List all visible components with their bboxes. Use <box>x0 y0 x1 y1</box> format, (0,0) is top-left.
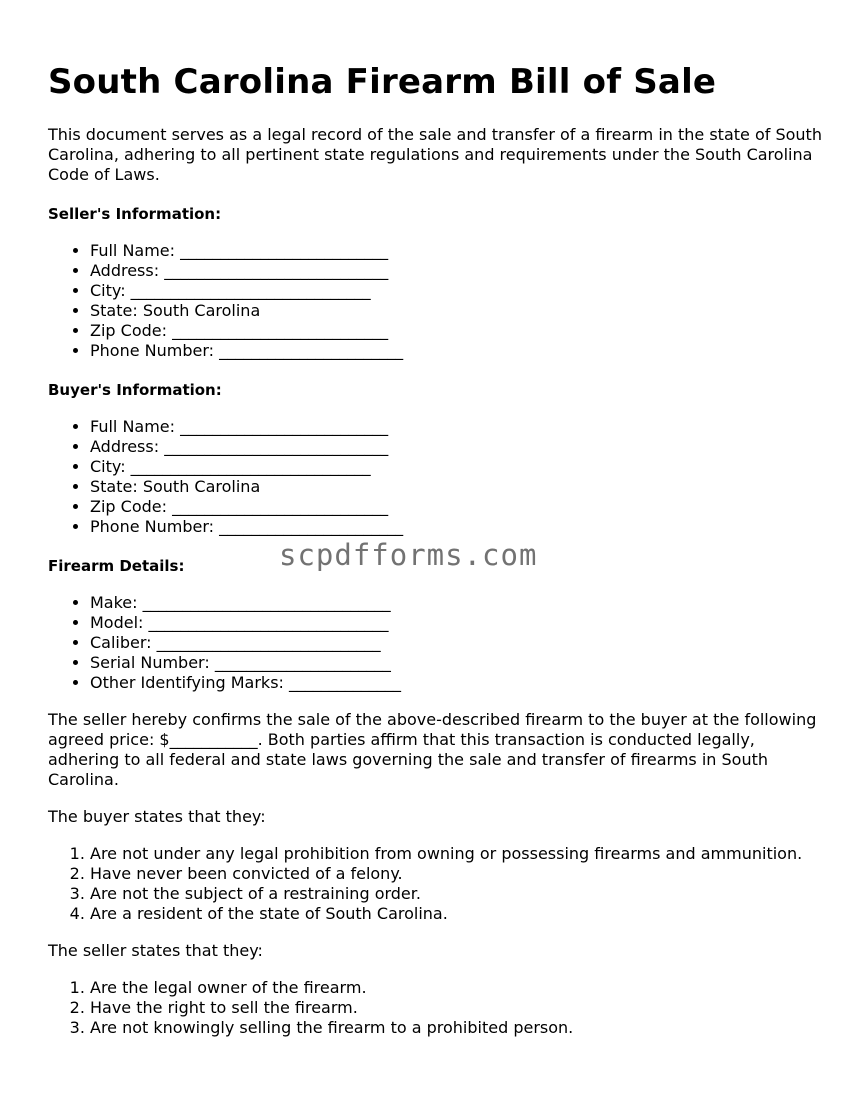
document-page <box>48 0 828 1038</box>
buyer-info-list <box>48 417 828 537</box>
seller-statements-list <box>48 978 828 1038</box>
buyer-statements-lead: The buyer states that they: <box>48 807 266 826</box>
buyer-statement-item: 1. Are not under any legal prohibition from owning or possessing firearms and ammunition. <box>90 844 828 864</box>
firearm-serial-field: • Serial Number: ______________________ <box>90 653 828 673</box>
seller-city-field: • City: ______________________________ <box>90 281 828 301</box>
buyer-statement-item: 4. Are a resident of the state of South Carolina. <box>90 904 828 924</box>
buyer-city-field: • City: ______________________________ <box>90 457 828 477</box>
buyer-state-field: • State: South Carolina <box>90 477 828 497</box>
buyer-full-name-field: • Full Name: __________________________ <box>90 417 828 437</box>
buyer-address-field: • Address: ____________________________ <box>90 437 828 457</box>
buyer-zip-field: • Zip Code: ___________________________ <box>90 497 828 517</box>
firearm-marks-field: • Other Identifying Marks: ______________ <box>90 673 828 693</box>
firearm-caliber-field: • Caliber: ____________________________ <box>90 633 828 653</box>
seller-statements-lead: The seller states that they: <box>48 941 263 960</box>
seller-address-field: • Address: ____________________________ <box>90 261 828 281</box>
firearm-details-heading: Firearm Details: <box>48 557 185 575</box>
document-title: South Carolina Firearm Bill of Sale <box>48 62 717 102</box>
buyer-statement-item: 2. Have never been convicted of a felony. <box>90 864 828 884</box>
seller-info-heading: Seller's Information: <box>48 205 222 223</box>
site-watermark: scpdfforms.com <box>279 538 538 572</box>
firearm-model-field: • Model: ______________________________ <box>90 613 828 633</box>
seller-zip-field: • Zip Code: ___________________________ <box>90 321 828 341</box>
buyer-statement-item: 3. Are not the subject of a restraining order. <box>90 884 828 904</box>
buyer-info-heading: Buyer's Information: <box>48 381 222 399</box>
seller-full-name-field: • Full Name: __________________________ <box>90 241 828 261</box>
intro-paragraph: This document serves as a legal record of the sale and transfer of a firearm in the state of South Carolina, adhering to all pertinent state regulations and requirements under the South Carolina Code of Laws. <box>48 125 822 184</box>
seller-statement-item: 1. Are the legal owner of the firearm. <box>90 978 828 998</box>
buyer-phone-field: • Phone Number: _______________________ <box>90 517 828 537</box>
sale-paragraph: The seller hereby confirms the sale of the above-described firearm to the buyer at the following agreed price: $___________. Both parties affirm that this transaction is conducted legally, adhering to all federal and state laws governing the sale and transfer of firearms in South Carolina. <box>48 710 817 789</box>
seller-state-field: • State: South Carolina <box>90 301 828 321</box>
seller-statement-item: 2. Have the right to sell the firearm. <box>90 998 828 1018</box>
firearm-details-list <box>48 593 828 693</box>
buyer-statements-list <box>48 844 828 924</box>
firearm-make-field: • Make: _______________________________ <box>90 593 828 613</box>
seller-statement-item: 3. Are not knowingly selling the firearm to a prohibited person. <box>90 1018 828 1038</box>
seller-phone-field: • Phone Number: _______________________ <box>90 341 828 361</box>
seller-info-list <box>48 241 828 361</box>
